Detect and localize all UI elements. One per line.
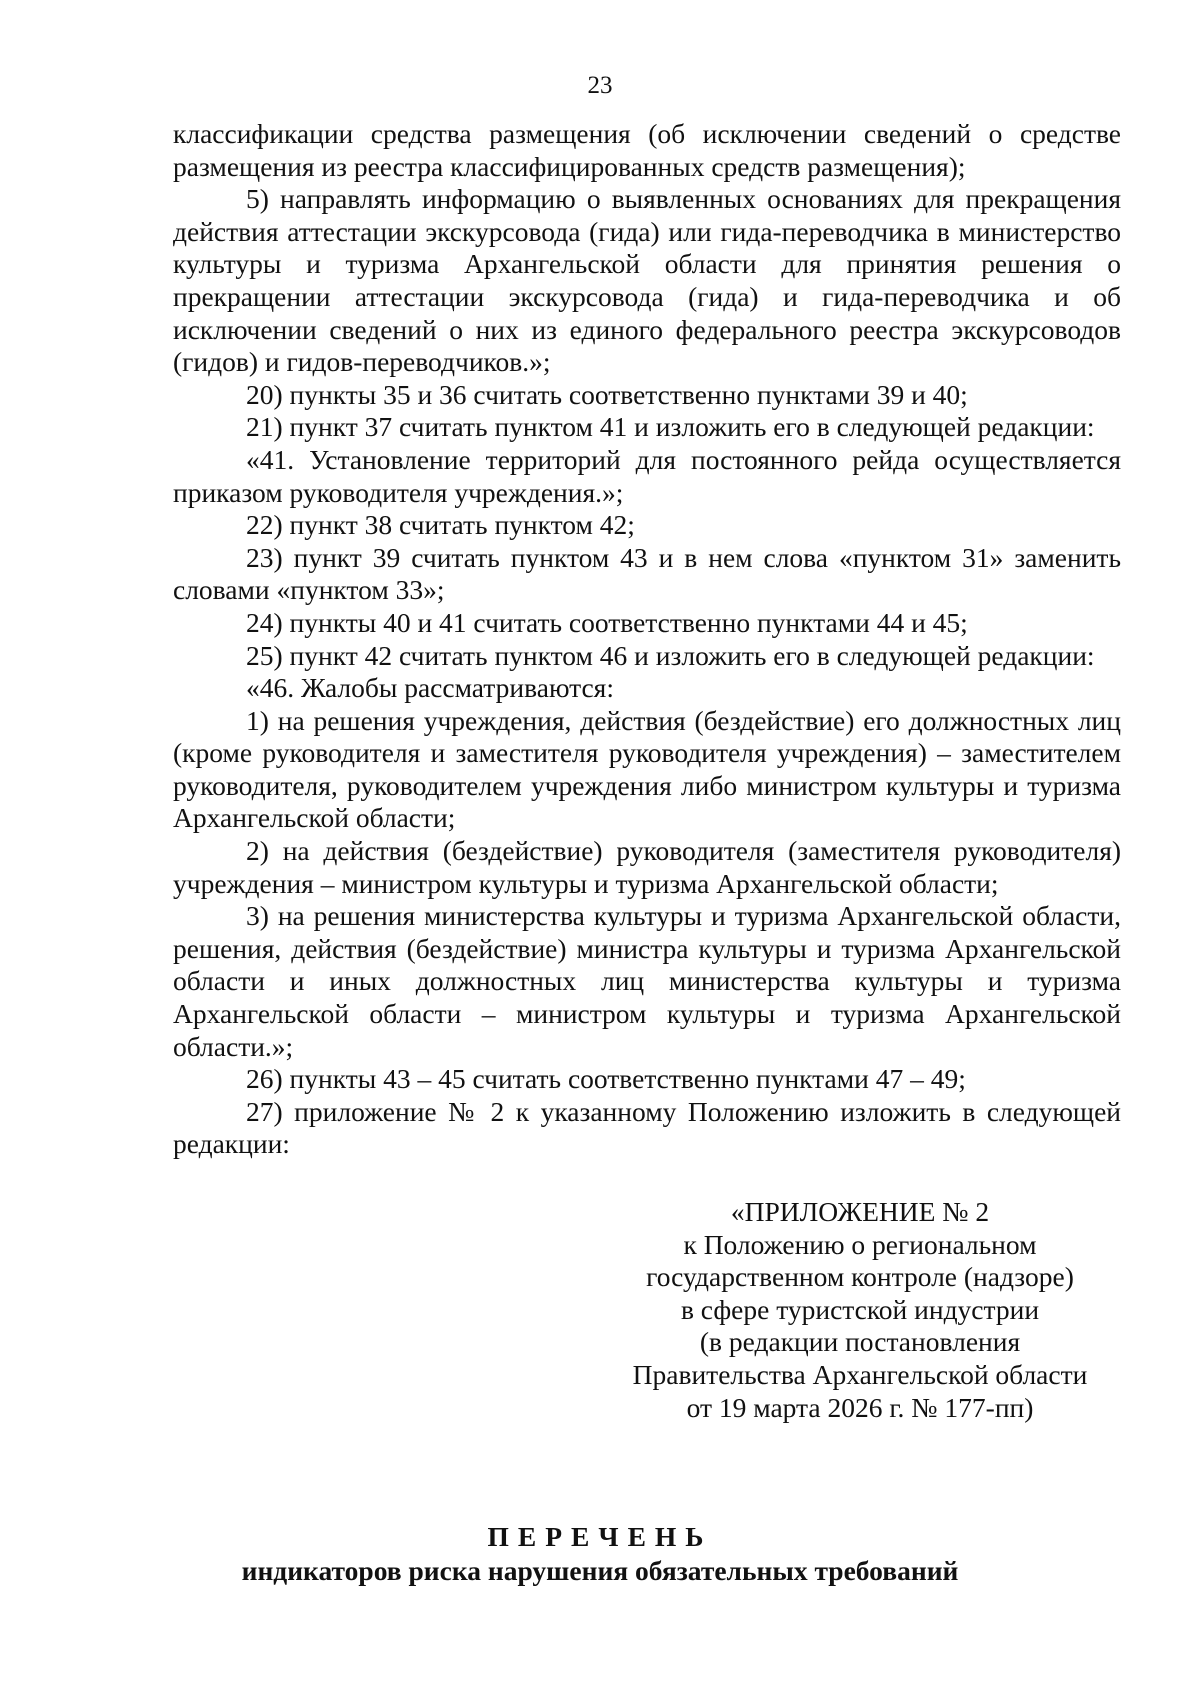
paragraph: 20) пункты 35 и 36 считать соответственно пунктами 39 и 40;: [246, 378, 968, 410]
paragraph: «46. Жалобы рассматриваются:: [246, 672, 614, 704]
paragraph: 21) пункт 37 считать пунктом 41 и изложить его в следующей редакции:: [246, 411, 1095, 443]
paragraph: 2) на действия (бездействие) руководителя (заместителя руководителя) учреждения – министром культуры и туризма Архангельской области;: [173, 835, 1121, 899]
appendix-line: в сфере туристской индустрии: [680, 1293, 1040, 1325]
perechen-subtitle: индикаторов риска нарушения обязательных требований: [241, 1555, 959, 1586]
appendix-line: (в редакции постановления: [699, 1326, 1021, 1358]
paragraph: 25) пункт 42 считать пунктом 46 и изложить его в следующей редакции:: [246, 639, 1095, 671]
paragraph: 26) пункты 43 – 45 считать соответственно пунктами 47 – 49;: [246, 1063, 966, 1095]
appendix-line: государственном контроле (надзоре): [646, 1261, 1074, 1293]
paragraph: классификации средства размещения (об исключении сведений о средстве размещения из реестра классифицированных средств размещения);: [173, 118, 1121, 182]
appendix-header: [620, 1196, 1100, 1424]
document-body: [173, 118, 1121, 1161]
paragraph: «41. Установление территорий для постоянного рейда осуществляется приказом руководителя учреждения.»;: [173, 443, 1121, 508]
paragraph: 24) пункты 40 и 41 считать соответственно пунктами 44 и 45;: [246, 606, 968, 638]
appendix-title: «ПРИЛОЖЕНИЕ № 2: [730, 1196, 990, 1227]
paragraph: 27) приложение № 2 к указанному Положению изложить в следующей редакции:: [173, 1095, 1121, 1160]
perechen-title: ПЕРЕЧЕНЬ: [487, 1521, 713, 1552]
paragraph: 3) на решения министерства культуры и туризма Архангельской области, решения, действия (бездействие) министра культуры и туризма Архангельской области и иных должностных лиц министерства культуры и туризма Архангельской области – министром культуры и туризма Архангельской области.»;: [173, 900, 1121, 1062]
page-number: 23: [587, 72, 613, 99]
appendix-line: от 19 марта 2026 г. № 177-пп): [686, 1391, 1034, 1423]
paragraph: 5) направлять информацию о выявленных основаниях для прекращения действия аттестации экскурсовода (гида) или гида-переводчика в министерство культуры и туризма Архангельской области для принятия решения о прекращении аттестации экскурсовода (гида) и гида-переводчика и об исключении сведений о них из единого федерального реестра экскурсоводов (гидов) и гидов-переводчиков.»;: [173, 183, 1121, 378]
appendix-line: к Положению о региональном: [683, 1228, 1037, 1260]
paragraph: 23) пункт 39 считать пунктом 43 и в нем слова «пунктом 31» заменить словами «пунктом 33»;: [173, 541, 1121, 606]
paragraph: 1) на решения учреждения, действия (бездействие) его должностных лиц (кроме руководителя и заместителя руководителя учреждения) – заместителем руководителя, руководителем учреждения либо министром культуры и туризма Архангельской области;: [173, 704, 1121, 834]
paragraph: 22) пункт 38 считать пунктом 42;: [246, 509, 635, 541]
appendix-line: Правительства Архангельской области: [632, 1358, 1088, 1390]
